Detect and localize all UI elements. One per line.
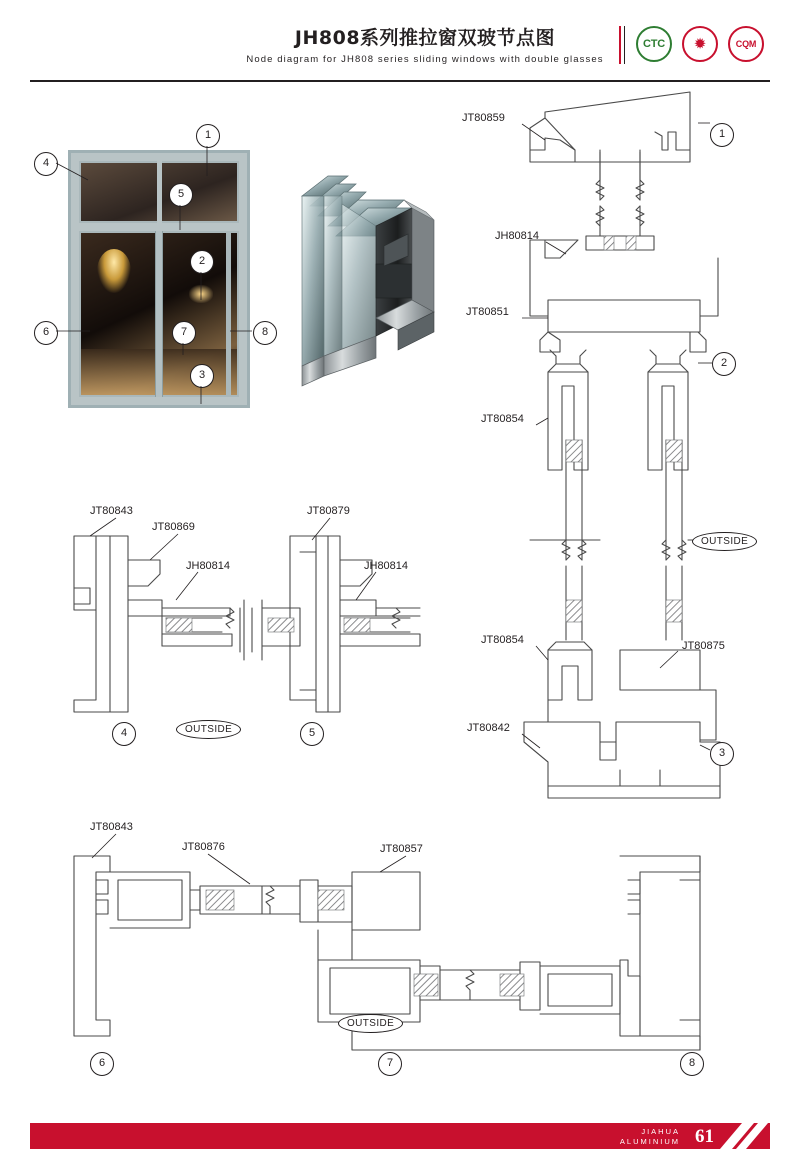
part-label-jt80842: JT80842 [467, 722, 510, 734]
cert-logo-cqm-text: CQM [735, 39, 757, 49]
detail-marker-5: 5 [300, 722, 324, 746]
window-photo [68, 150, 250, 408]
detail-marker-4: 4 [112, 722, 136, 746]
certification-logos [636, 26, 764, 62]
outside-label-right: OUTSIDE [692, 532, 757, 551]
footer-brand-line1: JIAHUA [641, 1127, 680, 1136]
part-label-jt80851: JT80851 [466, 306, 509, 318]
part-label-jt80843-bottom: JT80843 [90, 821, 133, 833]
part-label-jt80854-bottom: JT80854 [481, 634, 524, 646]
window-photo-sash-rail [155, 231, 163, 397]
photo-marker-1: 1 [196, 124, 220, 148]
lamp-highlight [189, 285, 213, 303]
part-label-jh80814-mid-left: JH80814 [186, 560, 231, 572]
cert-logo-star-icon [682, 26, 718, 62]
detail-marker-8: 8 [680, 1052, 704, 1076]
photo-marker-5: 5 [169, 183, 193, 207]
part-label-jh80814-mid-right: JH80814 [364, 560, 409, 572]
window-photo-upper-mullion [157, 161, 162, 223]
footer-brand-line2: ALUMINIUM [619, 1137, 680, 1146]
detail-marker-7: 7 [378, 1052, 402, 1076]
photo-marker-2: 2 [190, 250, 214, 274]
photo-marker-6: 6 [34, 321, 58, 345]
detail-marker-6: 6 [90, 1052, 114, 1076]
window-photo-sash-rail-2 [226, 231, 231, 397]
cert-logo-star-text: ✹ [694, 36, 706, 51]
page-header [0, 0, 800, 82]
photo-marker-7: 7 [172, 321, 196, 345]
cert-logo-green-text: CTC [642, 38, 666, 50]
cert-logo-green-icon [636, 26, 672, 62]
brand-swoosh-icon [716, 1119, 770, 1153]
part-label-jt80869: JT80869 [152, 521, 195, 533]
detail-marker-1: 1 [710, 123, 734, 147]
page-footer [0, 1109, 800, 1167]
cert-logo-cqm-icon [728, 26, 764, 62]
part-label-jt80876: JT80876 [182, 841, 225, 853]
detail-marker-2: 2 [712, 352, 736, 376]
part-label-jt80859: JT80859 [462, 112, 505, 124]
profile-3d-photo [284, 160, 454, 390]
page-title-en: Node diagram for JH808 series sliding windows with double glasses [246, 54, 604, 65]
header-divider-red [619, 26, 621, 64]
header-divider-black [624, 26, 625, 64]
footer-brand [620, 1127, 680, 1147]
part-label-jt80854-top: JT80854 [481, 413, 524, 425]
part-label-jt80843-mid: JT80843 [90, 505, 133, 517]
photo-marker-8: 8 [253, 321, 277, 345]
part-label-jh80814-right: JH80814 [495, 230, 540, 242]
page-number: 61 [695, 1126, 714, 1147]
page-title-cn: JH808系列推拉窗双玻节点图 [294, 27, 556, 49]
detail-marker-3: 3 [710, 742, 734, 766]
header-rule [30, 80, 770, 82]
part-label-jt80857: JT80857 [380, 843, 423, 855]
outside-label-bottom: OUTSIDE [338, 1014, 403, 1033]
photo-marker-3: 3 [190, 364, 214, 388]
title-block [240, 26, 610, 65]
outside-label-mid: OUTSIDE [176, 720, 241, 739]
part-label-jt80879: JT80879 [307, 505, 350, 517]
part-label-jt80875: JT80875 [682, 640, 725, 652]
photo-marker-4: 4 [34, 152, 58, 176]
chandelier-highlight [97, 249, 131, 293]
